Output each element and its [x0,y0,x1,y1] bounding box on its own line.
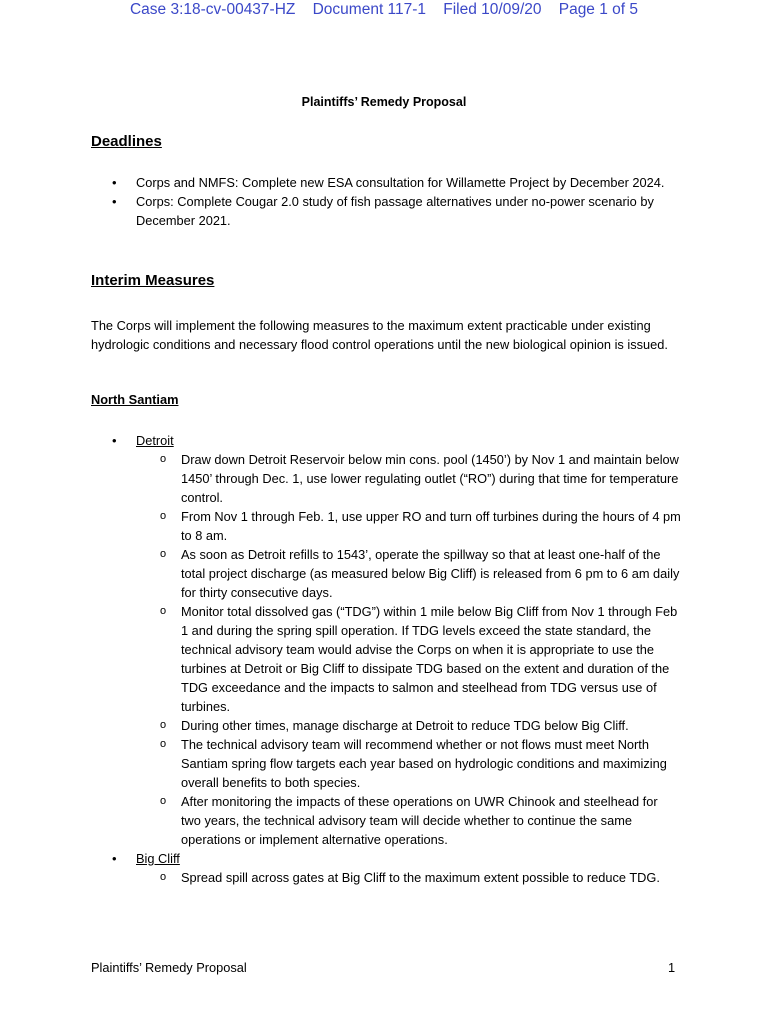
deadlines-list [91,173,681,230]
big-cliff-item [91,849,681,887]
big-cliff-sublist [136,868,681,887]
detroit-measure: o As soon as Detroit refills to 1543’, operate the spillway so that at least one-half of the total project discharge (as measured below Big Cliff) is released from 6 pm to 6 am daily for thirty consecutive days. [136,545,681,602]
document-title: Plaintiffs’ Remedy Proposal [301,95,467,109]
detroit-sublist [136,450,681,849]
detroit-measure: o During other times, manage discharge at Detroit to reduce TDG below Big Cliff. [136,716,681,735]
detroit-measure: o From Nov 1 through Feb. 1, use upper RO and turn off turbines during the hours of 4 pm to 8 am. [136,507,681,545]
detroit-item [91,431,681,849]
detroit-measure: o The technical advisory team will recommend whether or not flows must meet North Santiam spring flow targets each year based on hydrologic conditions and maximizing overall benefits to both species. [136,735,681,792]
big-cliff-measure: o Spread spill across gates at Big Cliff to the maximum extent possible to reduce TDG. [136,868,681,887]
deadline-item: • Corps: Complete Cougar 2.0 study of fish passage alternatives under no-power scenario by December 2021. [91,192,681,230]
north-santiam-list [91,431,681,887]
big-cliff-label: Big Cliff [136,851,180,866]
deadlines-heading: Deadlines [91,133,162,150]
case-header-stamp: Case 3:18-cv-00437-HZ Document 117-1 Filed 10/09/20 Page 1 of 5 [129,1,639,18]
detroit-measure: o After monitoring the impacts of these operations on UWR Chinook and steelhead for two years, the technical advisory team will decide whether to continue the same operations or implement alternative operations. [136,792,681,849]
deadline-item: • Corps and NMFS: Complete new ESA consultation for Willamette Project by December 2024. [91,173,681,192]
detroit-measure: o Monitor total dissolved gas (“TDG”) within 1 mile below Big Cliff from Nov 1 through Feb 1 and during the spring spill operation. If TDG levels exceed the state standard, the technical advisory team would advise the Corps on when it is appropriate to use the turbines at Detroit or Big Cliff to dissipate TDG based on the extent and duration of the TDG exceedance and the impacts to salmon and steelhead from TDG versus use of turbines. [136,602,681,716]
detroit-measure: o Draw down Detroit Reservoir below min cons. pool (1450’) by Nov 1 and maintain below 1450’ through Dec. 1, use lower regulating outlet (“RO”) during that time for temperature control. [136,450,681,507]
footer-page-number: 1 [668,960,676,975]
north-santiam-heading: North Santiam [91,392,179,407]
interim-intro-paragraph: The Corps will implement the following measures to the maximum extent practicable under existing hydrologic conditions and necessary flood control operations until the new biological opinion is issued. [91,318,668,352]
interim-measures-heading: Interim Measures [91,272,215,289]
detroit-label: Detroit [136,433,174,448]
footer-title: Plaintiffs’ Remedy Proposal [91,960,247,975]
